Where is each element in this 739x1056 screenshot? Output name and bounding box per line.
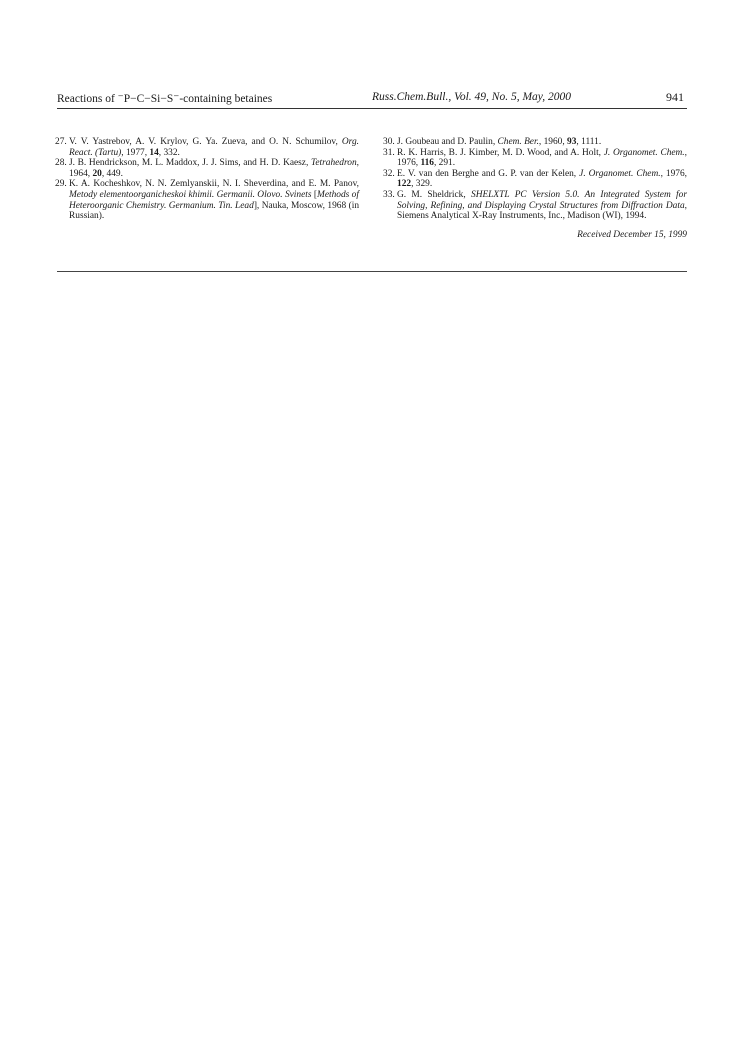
reference-journal: Tetrahedron [310, 158, 357, 169]
reference-item [57, 179, 359, 221]
reference-item [57, 137, 359, 158]
reference-item [385, 137, 687, 148]
reference-volume: 20 [92, 168, 102, 179]
footer-rule [57, 271, 687, 272]
reference-number: 27. [55, 137, 67, 147]
reference-book-title: Metody elementoorganicheskoi khimii. Germanii. Olovo. Svinets [69, 189, 312, 200]
page-number: 941 [666, 90, 684, 104]
reference-text: , Siemens Analytical X-Ray Instruments, Inc., Madison (WI), 1994. [397, 200, 687, 222]
reference-text: , 1977, [121, 147, 150, 158]
references-column-left [57, 137, 359, 222]
reference-book-translation: Methods of Heteroorganic Chemistry. Germanium. Tin. Lead [69, 189, 359, 211]
reference-text: , 1976, [660, 168, 688, 179]
running-head [57, 88, 687, 106]
reference-volume: 116 [420, 158, 434, 169]
reference-journal: Chem. Ber. [497, 137, 539, 147]
journal-citation: Russ.Chem.Bull., Vol. 49, No. 5, May, 2000 [372, 91, 572, 103]
references-column-right [385, 137, 687, 240]
reference-item [57, 158, 359, 179]
reference-number: 32. [383, 168, 395, 179]
received-date: Received December 15, 1999 [577, 229, 687, 240]
reference-volume: 14 [149, 147, 159, 158]
reference-number: 28. [55, 158, 67, 169]
reference-text: , 1976, [397, 147, 687, 169]
reference-item [385, 190, 687, 222]
reference-text: J. B. Hendrickson, M. L. Maddox, J. J. Sims, and H. D. Kaesz, [69, 158, 311, 169]
reference-text: R. K. Harris, B. J. Kimber, M. D. Wood, and A. Holt, [397, 147, 604, 158]
reference-number: 29. [55, 179, 67, 190]
reference-text: J. Goubeau and D. Paulin, [397, 137, 498, 147]
reference-text: V. V. Yastrebov, A. V. Krylov, G. Ya. Zueva, and O. N. Schumilov, [69, 137, 342, 147]
reference-text: K. A. Kocheshkov, N. N. Zemlyanskii, N. I. Sheverdina, and E. M. Panov, [69, 179, 359, 190]
reference-journal: J. Organomet. Chem. [579, 168, 661, 179]
reference-number: 30. [383, 137, 395, 147]
reference-text: , 449. [101, 168, 123, 179]
reference-text: , 1960, [538, 137, 568, 147]
reference-item [385, 169, 687, 190]
reference-text: , 1111. [576, 137, 602, 147]
reference-text: , 1964, [69, 158, 359, 179]
reference-software-title: SHELXTL PC Version 5.0. An Integrated System for Solving, Refining, and Displaying Crystal Structures from Diffraction Data [397, 189, 687, 211]
header-rule [57, 108, 687, 109]
reference-text: , 332. [158, 147, 180, 158]
reference-text: , 329. [411, 179, 433, 190]
reference-text: ], Nauka, Moscow, 1968 (in Russian). [69, 200, 360, 222]
reference-item [385, 148, 687, 169]
reference-journal: J. Organomet. Chem. [603, 147, 685, 158]
running-title: Reactions of ⁻P−C−Si−S⁻-containing betaines [57, 93, 273, 105]
reference-text: G. M. Sheldrick, [397, 189, 471, 200]
reference-number: 31. [383, 147, 395, 158]
reference-volume: 93 [567, 137, 577, 147]
reference-number: 33. [383, 189, 395, 200]
reference-journal: Org. React. (Tartu) [69, 137, 359, 158]
reference-volume: 122 [397, 179, 412, 190]
reference-text: E. V. van den Berghe and G. P. van der Kelen, [397, 168, 580, 179]
reference-text: [ [311, 189, 318, 200]
reference-text: , 291. [433, 158, 456, 169]
